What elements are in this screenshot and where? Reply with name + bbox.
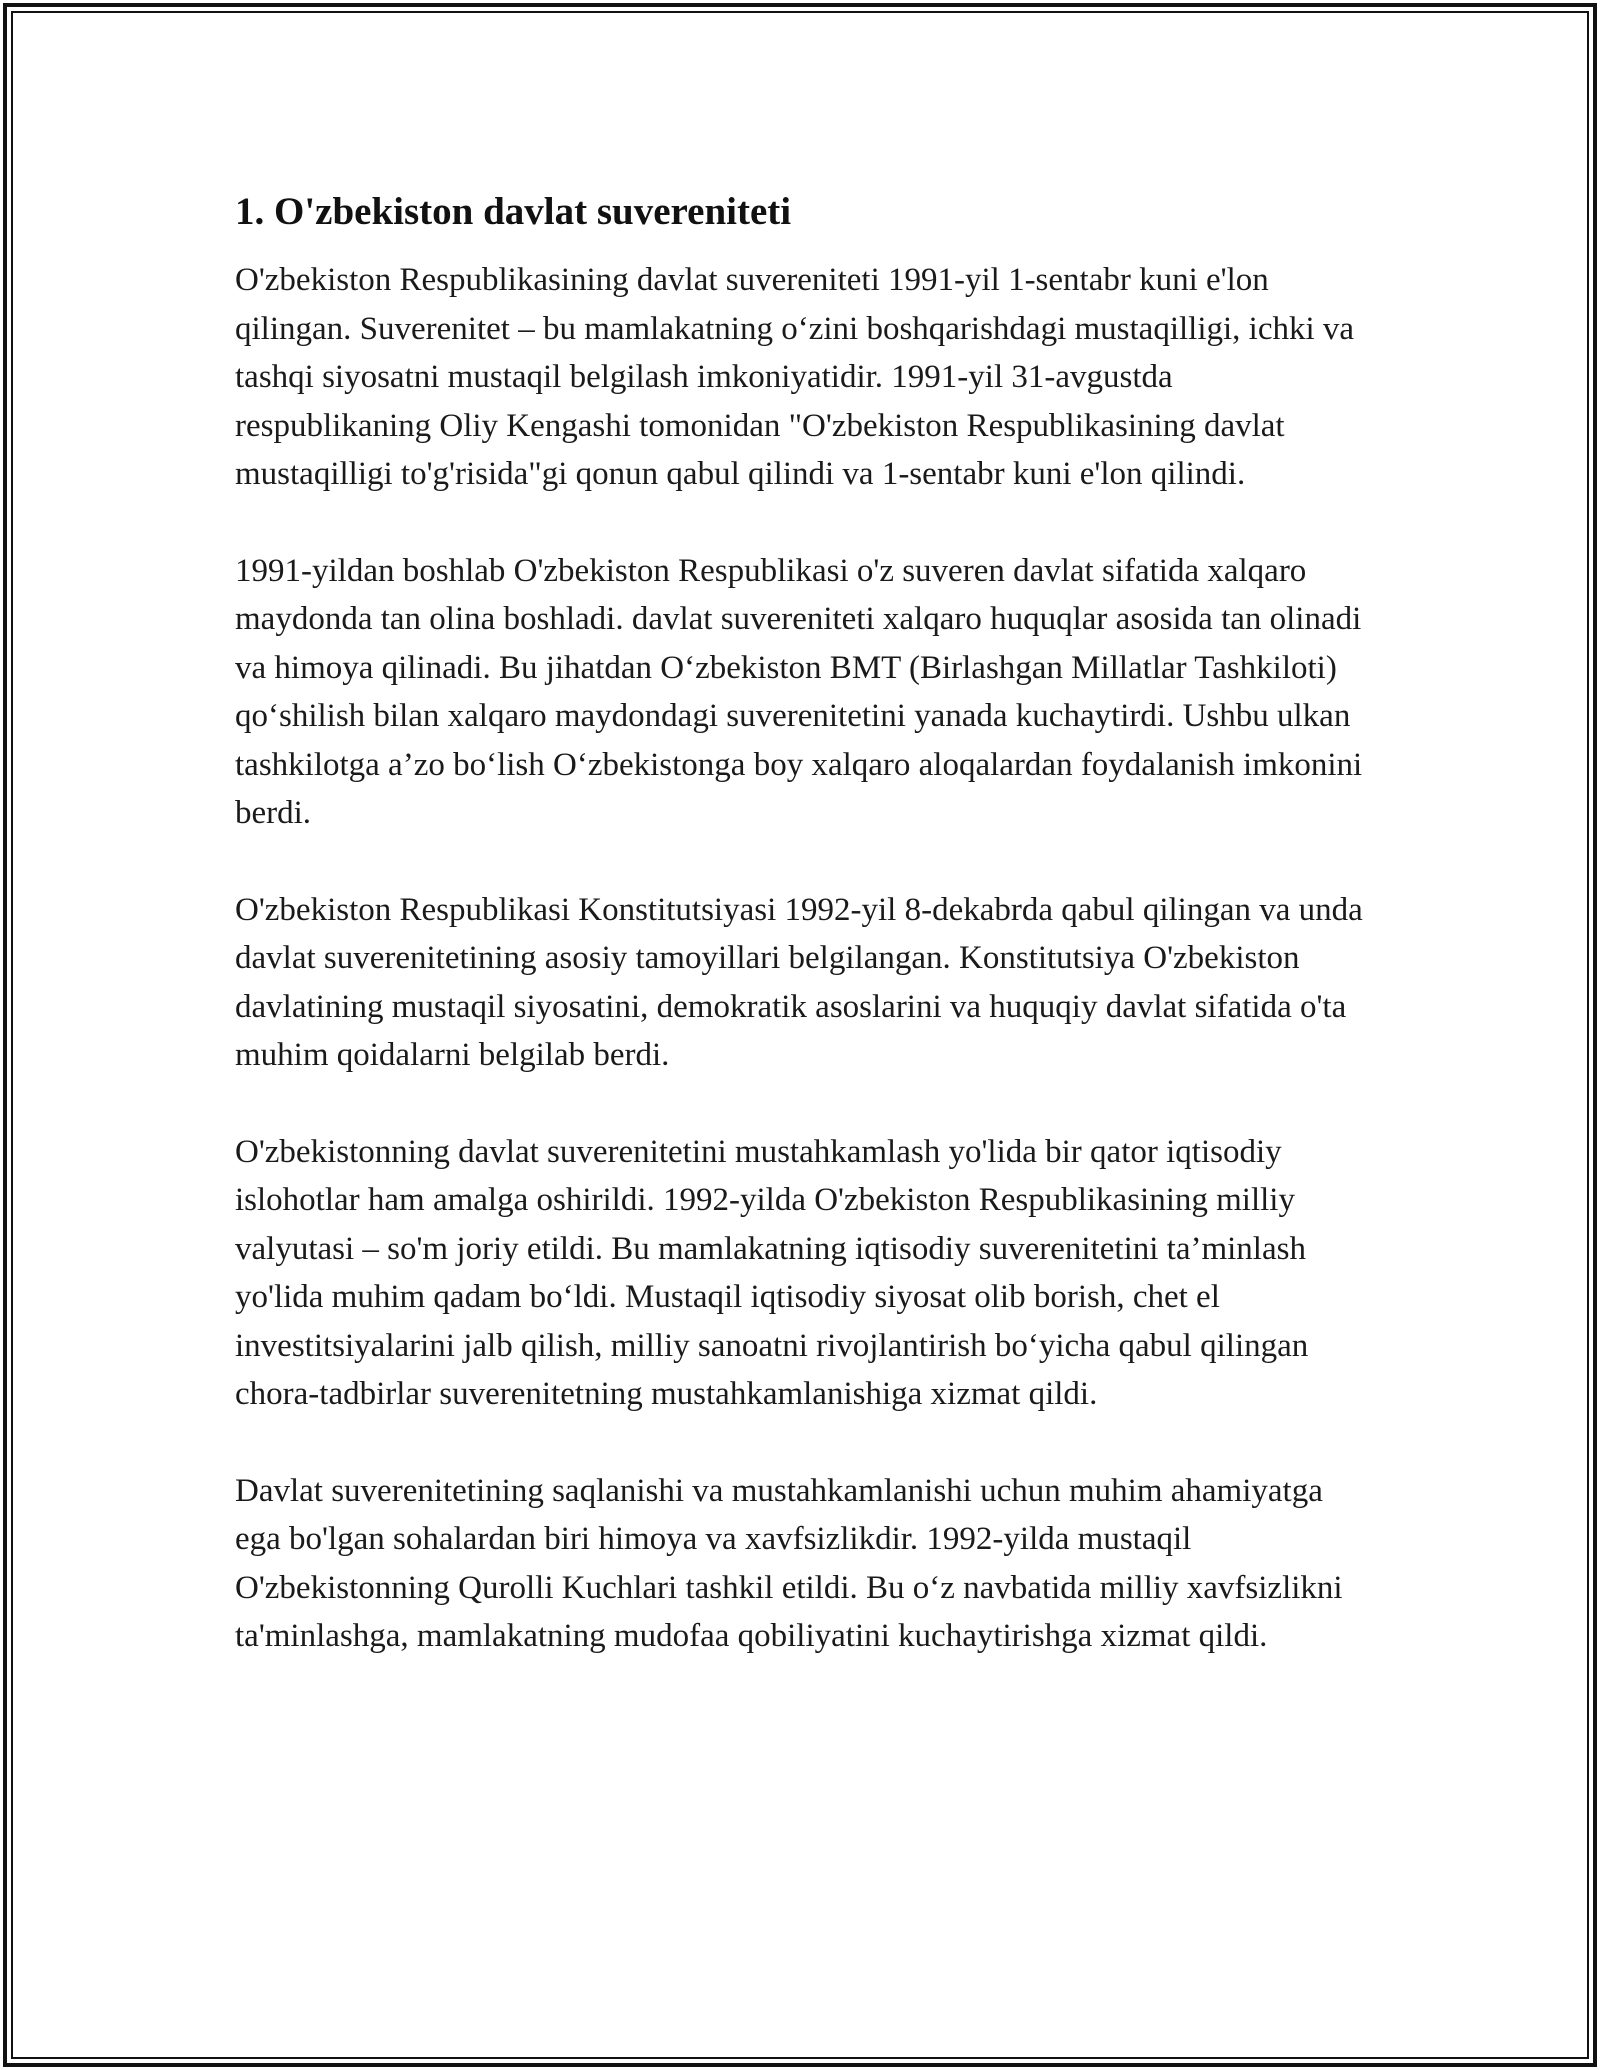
paragraph-4: O'zbekistonning davlat suverenitetini mustahkamlash yo'lida bir qator iqtisodiy islohotlar ham amalga oshirildi. 1992-yilda O'zbekiston Respublikasining milliy valyutasi – so'm joriy etildi. Bu mamlakatning iqtisodiy suverenitetini ta’minlash yo'lida muhim qadam bo‘ldi. Mustaqil iqtisodiy siyosat olib borish, chet el investitsiyalarini jalb qilish, milliy sanoatni rivojlantirish bo‘yicha qabul qilingan chora-tadbirlar suverenitetning mustahkamlanishiga xizmat qildi.	[235, 1133, 1309, 1412]
paragraph-5: Davlat suverenitetining saqlanishi va mustahkamlanishi uchun muhim ahamiyatga ega bo'lgan sohalardan biri himoya va xavfsizlikdir. 1992-yilda mustaqil O'zbekistonning Qurolli Kuchlari tashkil etildi. Bu o‘z navbatida milliy xavfsizlikni ta'minlashga, mamlakatning mudofaa qobiliyatini kuchaytirishga xizmat qildi.	[235, 1472, 1343, 1654]
paragraph-2: 1991-yildan boshlab O'zbekiston Respublikasi o'z suveren davlat sifatida xalqaro maydonda tan olina boshladi. davlat suvereniteti xalqaro huquqlar asosida tan olinadi va himoya qilinadi. Bu jihatdan O‘zbekiston BMT (Birlashgan Millatlar Tashkiloti) qo‘shilish bilan xalqaro maydondagi suverenitetini yanada kuchaytirdi. Ushbu ulkan tashkilotga a’zo bo‘lish O‘zbekistonga boy xalqaro aloqalardan foydalanish imkonini berdi.	[235, 552, 1363, 831]
paragraph-1: O'zbekiston Respublikasining davlat suvereniteti 1991-yil 1-sentabr kuni e'lon qilingan. Suverenitet – bu mamlakatning o‘zini boshqarishdagi mustaqilligi, ichki va tashqi siyosatni mustaqil belgilash imkoniyatidir. 1991-yil 31-avgustda respublikaning Oliy Kengashi tomonidan "O'zbekiston Respublikasining davlat mustaqilligi to'g'risida"gi qonun qabul qilindi va 1-sentabr kuni e'lon qilindi.	[235, 262, 1355, 492]
document-body	[235, 188, 1375, 1709]
paragraph-3: O'zbekiston Respublikasi Konstitutsiyasi 1992-yil 8-dekabrda qabul qilingan va unda davlat suverenitetining asosiy tamoyillari belgilangan. Konstitutsiya O'zbekiston davlatining mustaqil siyosatini, demokratik asoslarini va huquqiy davlat sifatida o'ta muhim qoidalarni belgilab berdi.	[235, 891, 1363, 1073]
section-heading: 1. O'zbekiston davlat suvereniteti	[235, 190, 792, 233]
